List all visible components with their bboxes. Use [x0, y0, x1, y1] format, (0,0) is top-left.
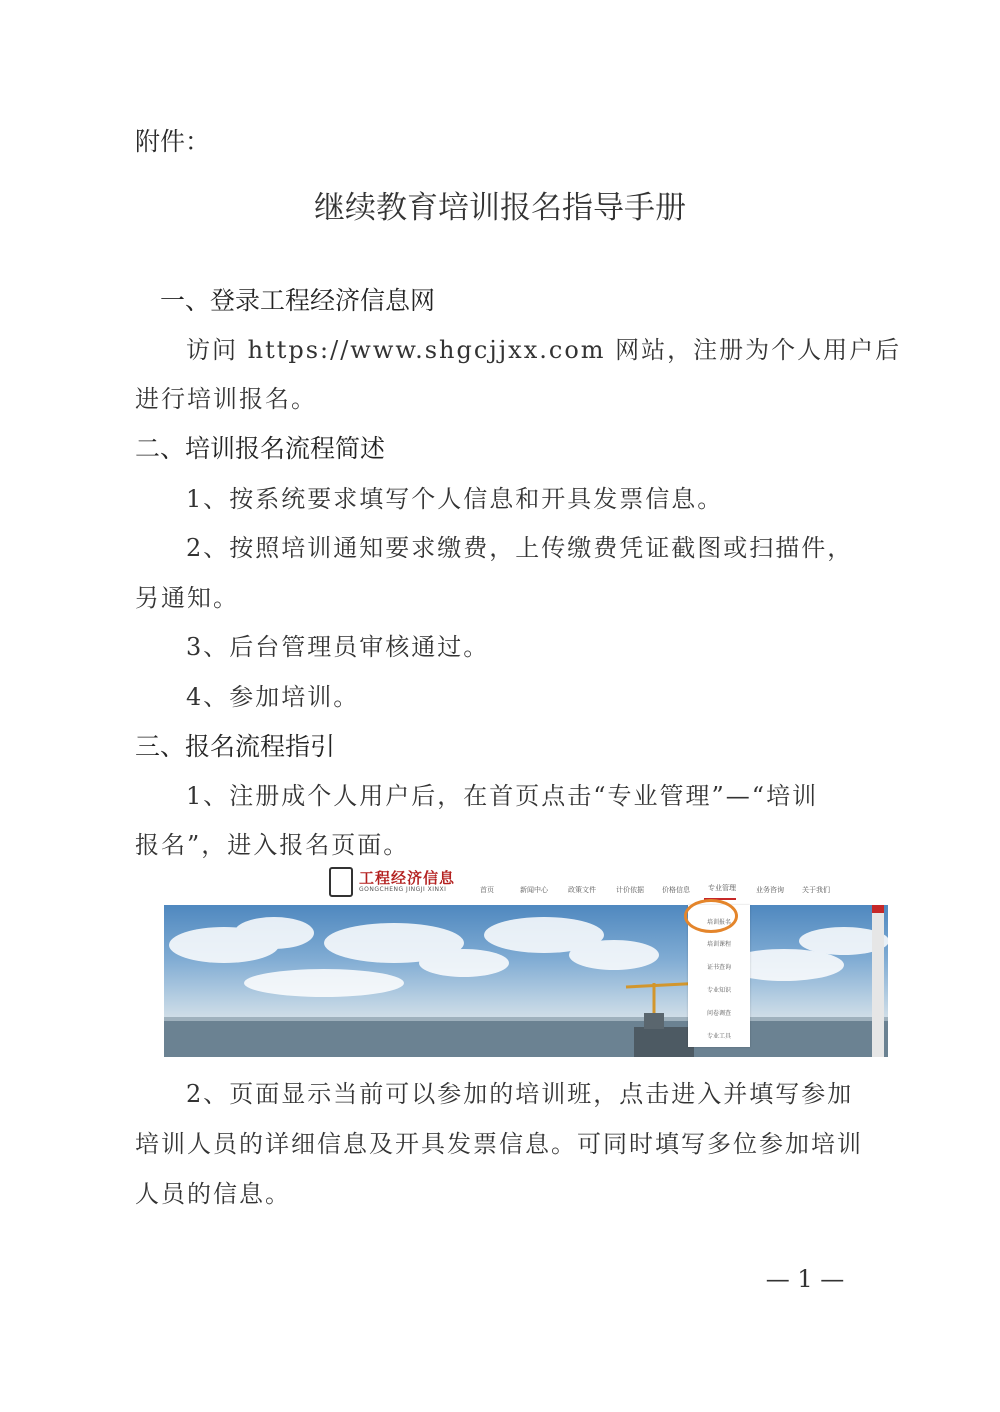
nav-news: 新闻中心	[520, 886, 548, 894]
section3-step1-line2: 报名”，进入报名页面。	[135, 831, 410, 859]
logo-name: 工程经济信息	[359, 869, 456, 887]
page-number: — 1 —	[765, 1265, 845, 1293]
nav-policy: 政策文件	[568, 886, 596, 894]
banner-scene	[164, 905, 888, 1057]
section3-heading: 三、报名流程指引	[135, 732, 336, 761]
section2-item1: 1、按系统要求填写个人信息和开具发票信息。	[186, 485, 724, 513]
section1-para-line1: 访问 https://www.shgcjjxx.com 网站，注册为个人用户后	[186, 336, 902, 364]
section2-item2-line2: 另通知。	[135, 584, 239, 612]
section1-para-line2: 进行培训报名。	[135, 385, 317, 413]
section2-item2-line1: 2、按照培训通知要求缴费，上传缴费凭证截图或扫描件，	[186, 534, 854, 562]
site-logo	[329, 867, 456, 897]
section3-step2-line2: 培训人员的详细信息及开具发票信息。可同时填写多位参加培训	[135, 1130, 863, 1158]
nav-about: 关于我们	[802, 886, 830, 894]
dropdown-item-training-courses[interactable]: 培训课程	[706, 941, 731, 948]
section2-item4: 4、参加培训。	[186, 683, 360, 711]
website-screenshot	[164, 863, 888, 1057]
banner-image	[164, 905, 888, 1057]
dropdown-item-professional-tools[interactable]: 专业工具	[706, 1033, 731, 1040]
document-title: 继续教育培训报名指导手册	[314, 190, 686, 226]
dropdown-item-survey[interactable]: 问卷调查	[706, 1010, 731, 1017]
section1-heading: 一、登录工程经济信息网	[160, 286, 436, 315]
logo-subtitle: GONGCHENG JINGJI XINXI	[359, 886, 447, 893]
section3-step2-line1: 2、页面显示当前可以参加的培训班，点击进入并填写参加	[186, 1080, 854, 1108]
highlight-circle	[684, 899, 738, 933]
section2-item3: 3、后台管理员审核通过。	[186, 633, 490, 661]
nav-professional-management: 专业管理	[708, 884, 736, 892]
dropdown-item-training-signup[interactable]: 培训报名	[706, 919, 731, 926]
nav-price-info: 价格信息	[662, 886, 690, 894]
nav-home: 首页	[480, 886, 494, 894]
section2-heading: 二、培训报名流程简述	[135, 434, 386, 463]
section3-step1-line1: 1、注册成个人用户后，在首页点击“专业管理”—“培训	[186, 782, 819, 810]
dropdown-item-professional-knowledge[interactable]: 专业知识	[706, 987, 731, 994]
nav-consulting: 业务咨询	[756, 886, 784, 894]
attachment-label: 附件：	[135, 127, 211, 156]
nav-pricing-basis: 计价依据	[616, 886, 644, 894]
dropdown-item-certificate-query[interactable]: 证书查询	[706, 964, 731, 971]
site-header	[164, 863, 888, 905]
logo-mark-icon	[329, 867, 353, 897]
section3-step2-line3: 人员的信息。	[135, 1180, 291, 1208]
